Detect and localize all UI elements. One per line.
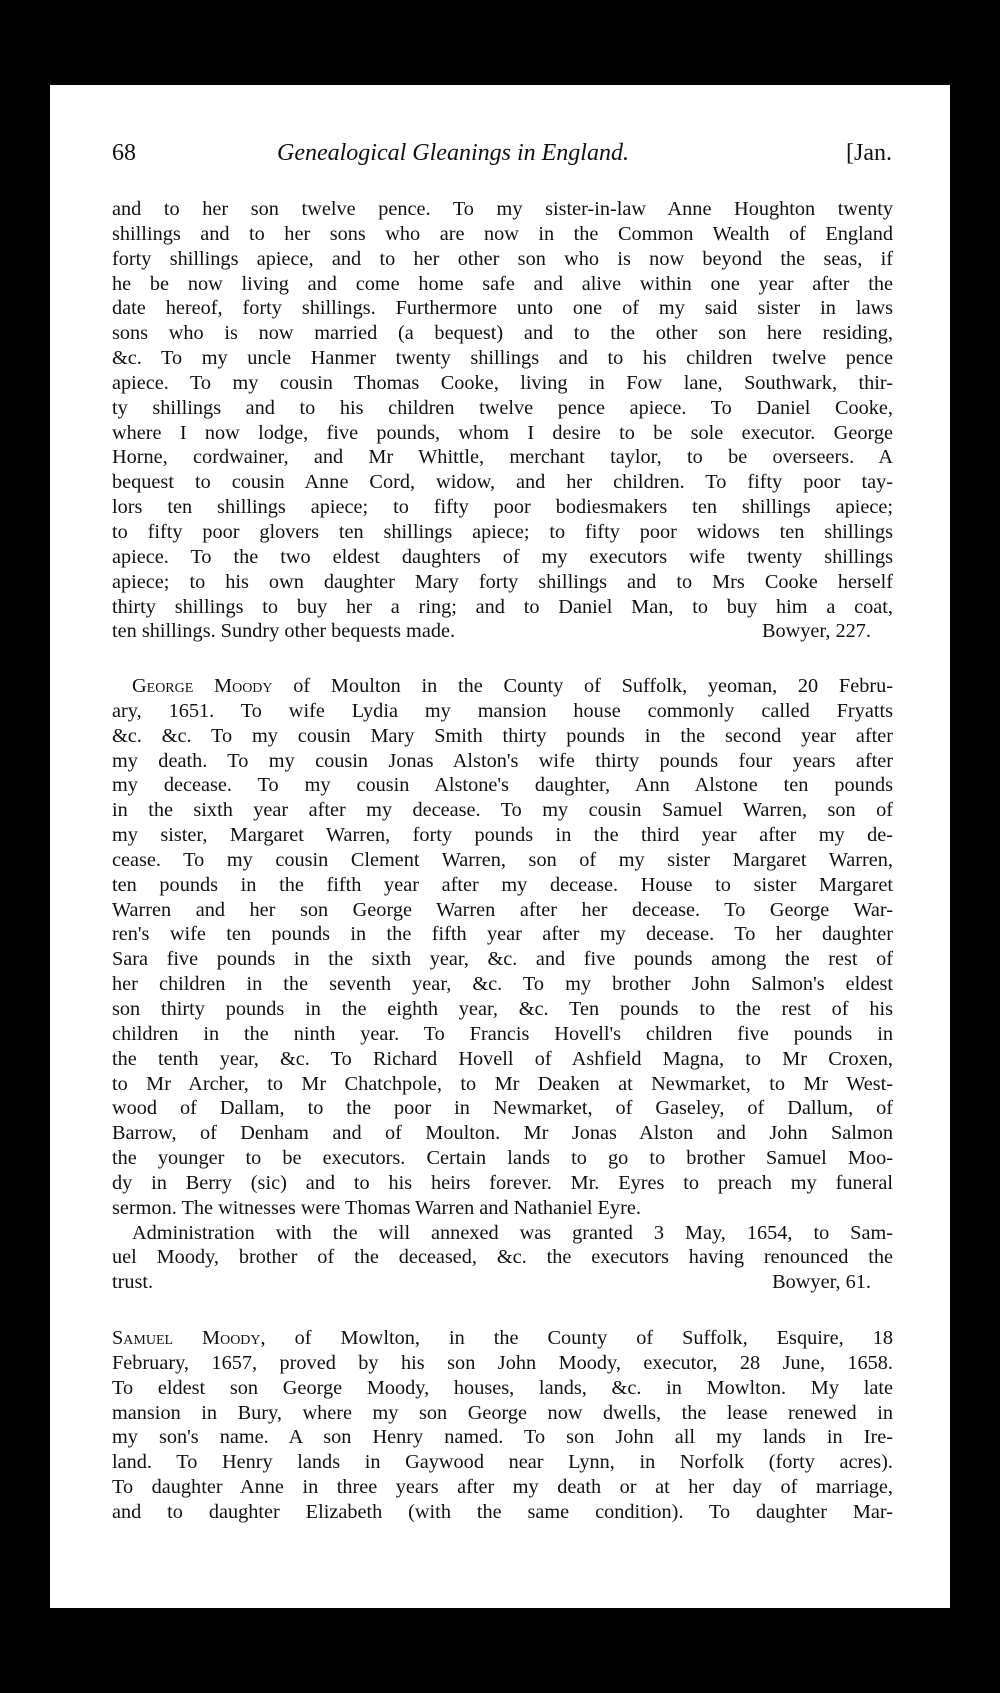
text-line: the younger to be executors. Certain lands to go to brother Samuel Moo- bbox=[112, 1147, 893, 1170]
text-line bbox=[112, 1326, 893, 1351]
text-line: ten pounds in the fifth year after my decease. House to sister Margaret bbox=[112, 873, 893, 896]
text-line: apiece. To the two eldest daughters of my executors wife twenty shillings bbox=[112, 545, 893, 568]
text-line: bequest to cousin Anne Cord, widow, and her children. To fifty poor tay- bbox=[112, 471, 893, 494]
paragraph-1 bbox=[112, 197, 893, 644]
text-line: son thirty pounds in the eighth year, &c. Ten pounds to the rest of his bbox=[112, 997, 893, 1020]
text-line: lors ten shillings apiece; to fifty poor bodiesmakers ten shillings apiece; bbox=[112, 496, 893, 519]
text-line: my death. To my cousin Jonas Alston's wife thirty pounds four years after bbox=[112, 749, 893, 772]
text-line: the tenth year, &c. To Richard Hovell of Ashfield Magna, to Mr Croxen, bbox=[112, 1047, 893, 1070]
text-line: sons who is now married (a bequest) and to the other son here residing, bbox=[112, 322, 893, 345]
text-line: ty shillings and to his children twelve pence apiece. To Daniel Cooke, bbox=[112, 396, 893, 419]
text-line: forty shillings apiece, and to her other son who is now beyond the seas, if bbox=[112, 247, 893, 270]
text-line: in the sixth year after my decease. To my cousin Samuel Warren, son of bbox=[112, 799, 893, 822]
text-line: wood of Dallam, to the poor in Newmarket, of Gaseley, of Dallum, of bbox=[112, 1097, 893, 1120]
text-line: thirty shillings to buy her a ring; and to Daniel Man, to buy him a coat, bbox=[112, 595, 893, 618]
text-line: Barrow, of Denham and of Moulton. Mr Jonas Alston and John Salmon bbox=[112, 1122, 893, 1145]
text-line: &c. To my uncle Hanmer twenty shillings and to his children twelve pence bbox=[112, 347, 893, 370]
text-line: ary, 1651. To wife Lydia my mansion house commonly called Fryatts bbox=[112, 699, 893, 722]
text-line: To eldest son George Moody, houses, lands, &c. in Mowlton. My late bbox=[112, 1376, 893, 1399]
page-number: 68 bbox=[112, 140, 136, 166]
text-line: my sister, Margaret Warren, forty pounds in the third year after my de- bbox=[112, 824, 893, 847]
text-line: Warren and her son George Warren after her decease. To George War- bbox=[112, 898, 893, 921]
testator-name: George Moody bbox=[132, 675, 273, 697]
running-month: [Jan. bbox=[846, 140, 892, 166]
text-line: land. To Henry lands in Gaywood near Lynn, in Norfolk (forty acres). bbox=[112, 1451, 893, 1474]
text-line: mansion in Bury, where my son George now dwells, the lease renewed in bbox=[112, 1401, 893, 1424]
text-line: my son's name. A son Henry named. To son John all my lands in Ire- bbox=[112, 1426, 893, 1449]
citation: Bowyer, 61. bbox=[772, 1271, 871, 1294]
text-line-last bbox=[112, 619, 893, 644]
closing-text: ten shillings. Sundry other bequests made. bbox=[112, 620, 456, 643]
text-line: her children in the seventh year, &c. To my brother John Salmon's eldest bbox=[112, 973, 893, 996]
text-line: apiece. To my cousin Thomas Cooke, living in Fow lane, Southwark, thir- bbox=[112, 371, 893, 394]
paragraph-3 bbox=[112, 1326, 893, 1525]
page-header bbox=[112, 140, 892, 176]
text-line: Administration with the will annexed was granted 3 May, 1654, to Sam- bbox=[132, 1221, 893, 1244]
citation: Bowyer, 227. bbox=[761, 620, 871, 643]
paragraph-2 bbox=[112, 674, 893, 1295]
text-line: Sara five pounds in the sixth year, &c. and five pounds among the rest of bbox=[112, 948, 893, 971]
text-line: February, 1657, proved by his son John Moody, executor, 28 June, 1658. bbox=[112, 1351, 893, 1374]
text-line: ren's wife ten pounds in the fifth year after my decease. To her daughter bbox=[112, 923, 893, 946]
text-line: date hereof, forty shillings. Furthermore unto one of my said sister in laws bbox=[112, 297, 893, 320]
text-line: and to daughter Elizabeth (with the same condition). To daughter Mar- bbox=[112, 1500, 893, 1523]
text-line: To daughter Anne in three years after my death or at her day of marriage, bbox=[112, 1476, 893, 1499]
testator-name: Samuel Moody bbox=[112, 1327, 261, 1349]
text-line: uel Moody, brother of the deceased, &c. the executors having renounced the bbox=[112, 1246, 893, 1269]
text-line: to Mr Archer, to Mr Chatchpole, to Mr Deaken at Newmarket, to Mr West- bbox=[112, 1072, 893, 1095]
text-line: he be now living and come home safe and alive within one year after the bbox=[112, 272, 893, 295]
closing-text: trust. bbox=[112, 1271, 154, 1294]
text-line: cease. To my cousin Clement Warren, son of my sister Margaret Warren, bbox=[112, 848, 893, 871]
text-line: to fifty poor glovers ten shillings apiece; to fifty poor widows ten shillings bbox=[112, 520, 893, 543]
text-line: dy in Berry (sic) and to his heirs forever. Mr. Eyres to preach my funeral bbox=[112, 1171, 893, 1194]
text-run: of Moulton in the County of Suffolk, yeoman, 20 Febru- bbox=[272, 675, 893, 697]
text-line: children in the ninth year. To Francis Hovell's children five pounds in bbox=[112, 1022, 893, 1045]
text-line: my decease. To my cousin Alstone's daughter, Ann Alstone ten pounds bbox=[112, 774, 893, 797]
text-line-last bbox=[112, 1270, 893, 1295]
text-line: shillings and to her sons who are now in the Common Wealth of England bbox=[112, 222, 893, 245]
text-line bbox=[112, 674, 893, 699]
text-line: where I now lodge, five pounds, whom I desire to be sole executor. George bbox=[112, 421, 893, 444]
text-line: sermon. The witnesses were Thomas Warren and Nathaniel Eyre. bbox=[112, 1196, 641, 1219]
running-title: Genealogical Gleanings in England. bbox=[277, 140, 629, 166]
text-run: , of Mowlton, in the County of Suffolk, Esquire, 18 bbox=[260, 1327, 893, 1349]
text-line: and to her son twelve pence. To my sister-in-law Anne Houghton twenty bbox=[112, 198, 893, 220]
text-line: &c. &c. To my cousin Mary Smith thirty pounds in the second year after bbox=[112, 724, 893, 747]
text-line: Horne, cordwainer, and Mr Whittle, merchant taylor, to be overseers. A bbox=[112, 446, 893, 469]
text-line: apiece; to his own daughter Mary forty shillings and to Mrs Cooke herself bbox=[112, 570, 893, 593]
